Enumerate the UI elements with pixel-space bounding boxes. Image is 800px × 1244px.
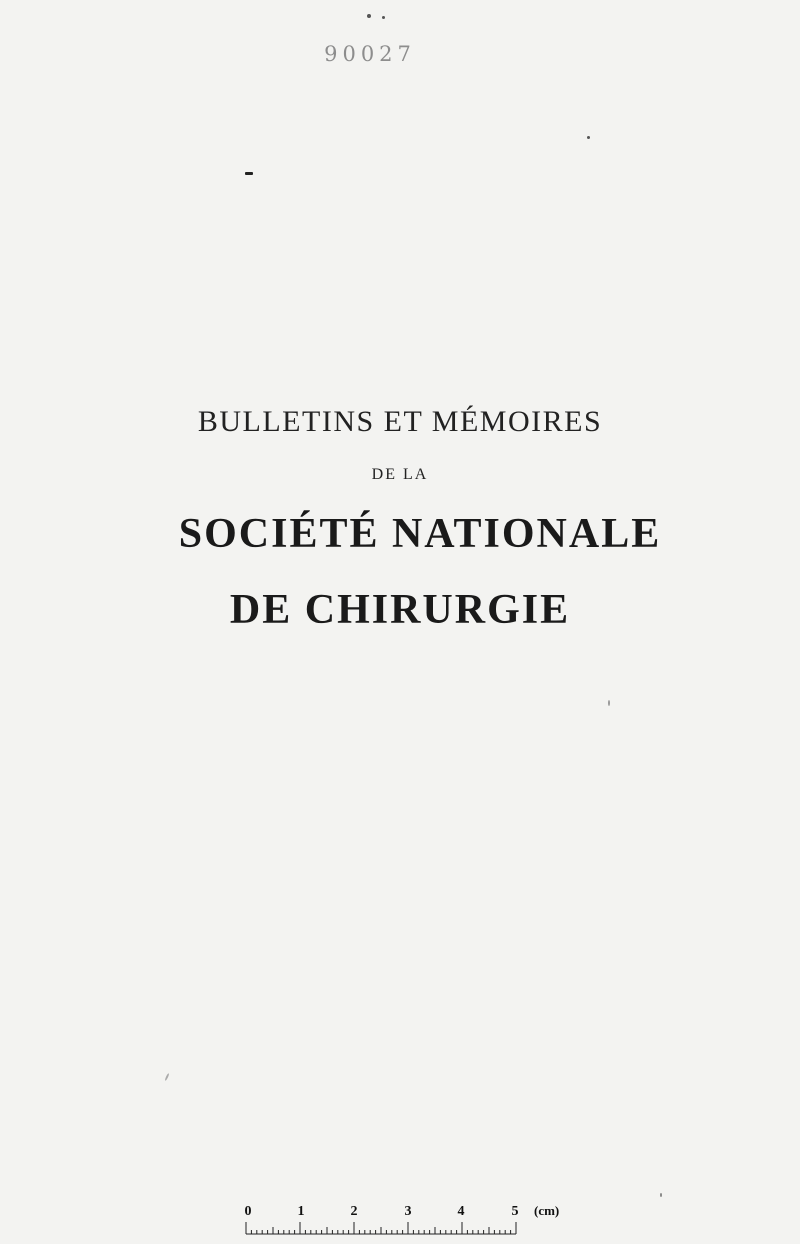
scale-tick-label: 4 — [457, 1204, 465, 1219]
title-line-2: DE LA — [371, 466, 429, 483]
paper-speck — [587, 136, 590, 139]
scale-tick-label: 3 — [404, 1204, 412, 1219]
paper-speck — [382, 16, 385, 19]
paper-speck — [164, 1073, 169, 1081]
title-line-4: DE CHIRURGIE — [229, 587, 571, 633]
scale-tick-label: 0 — [244, 1204, 252, 1219]
paper-speck — [245, 172, 253, 175]
scale-bar — [236, 1196, 566, 1242]
paper-speck — [660, 1193, 662, 1197]
scale-tick-label: 5 — [511, 1204, 519, 1219]
paper-speck — [608, 700, 610, 706]
scale-tick-label: 1 — [297, 1204, 305, 1219]
accession-stamp: 90027 — [324, 42, 416, 66]
scale-unit-label: (cm) — [534, 1203, 560, 1218]
scale-tick-label: 2 — [350, 1204, 358, 1219]
title-line-1: BULLETINS ET MÉMOIRES — [197, 405, 603, 438]
title-line-3: SOCIÉTÉ NATIONALE — [178, 511, 662, 557]
paper-speck — [367, 14, 371, 18]
